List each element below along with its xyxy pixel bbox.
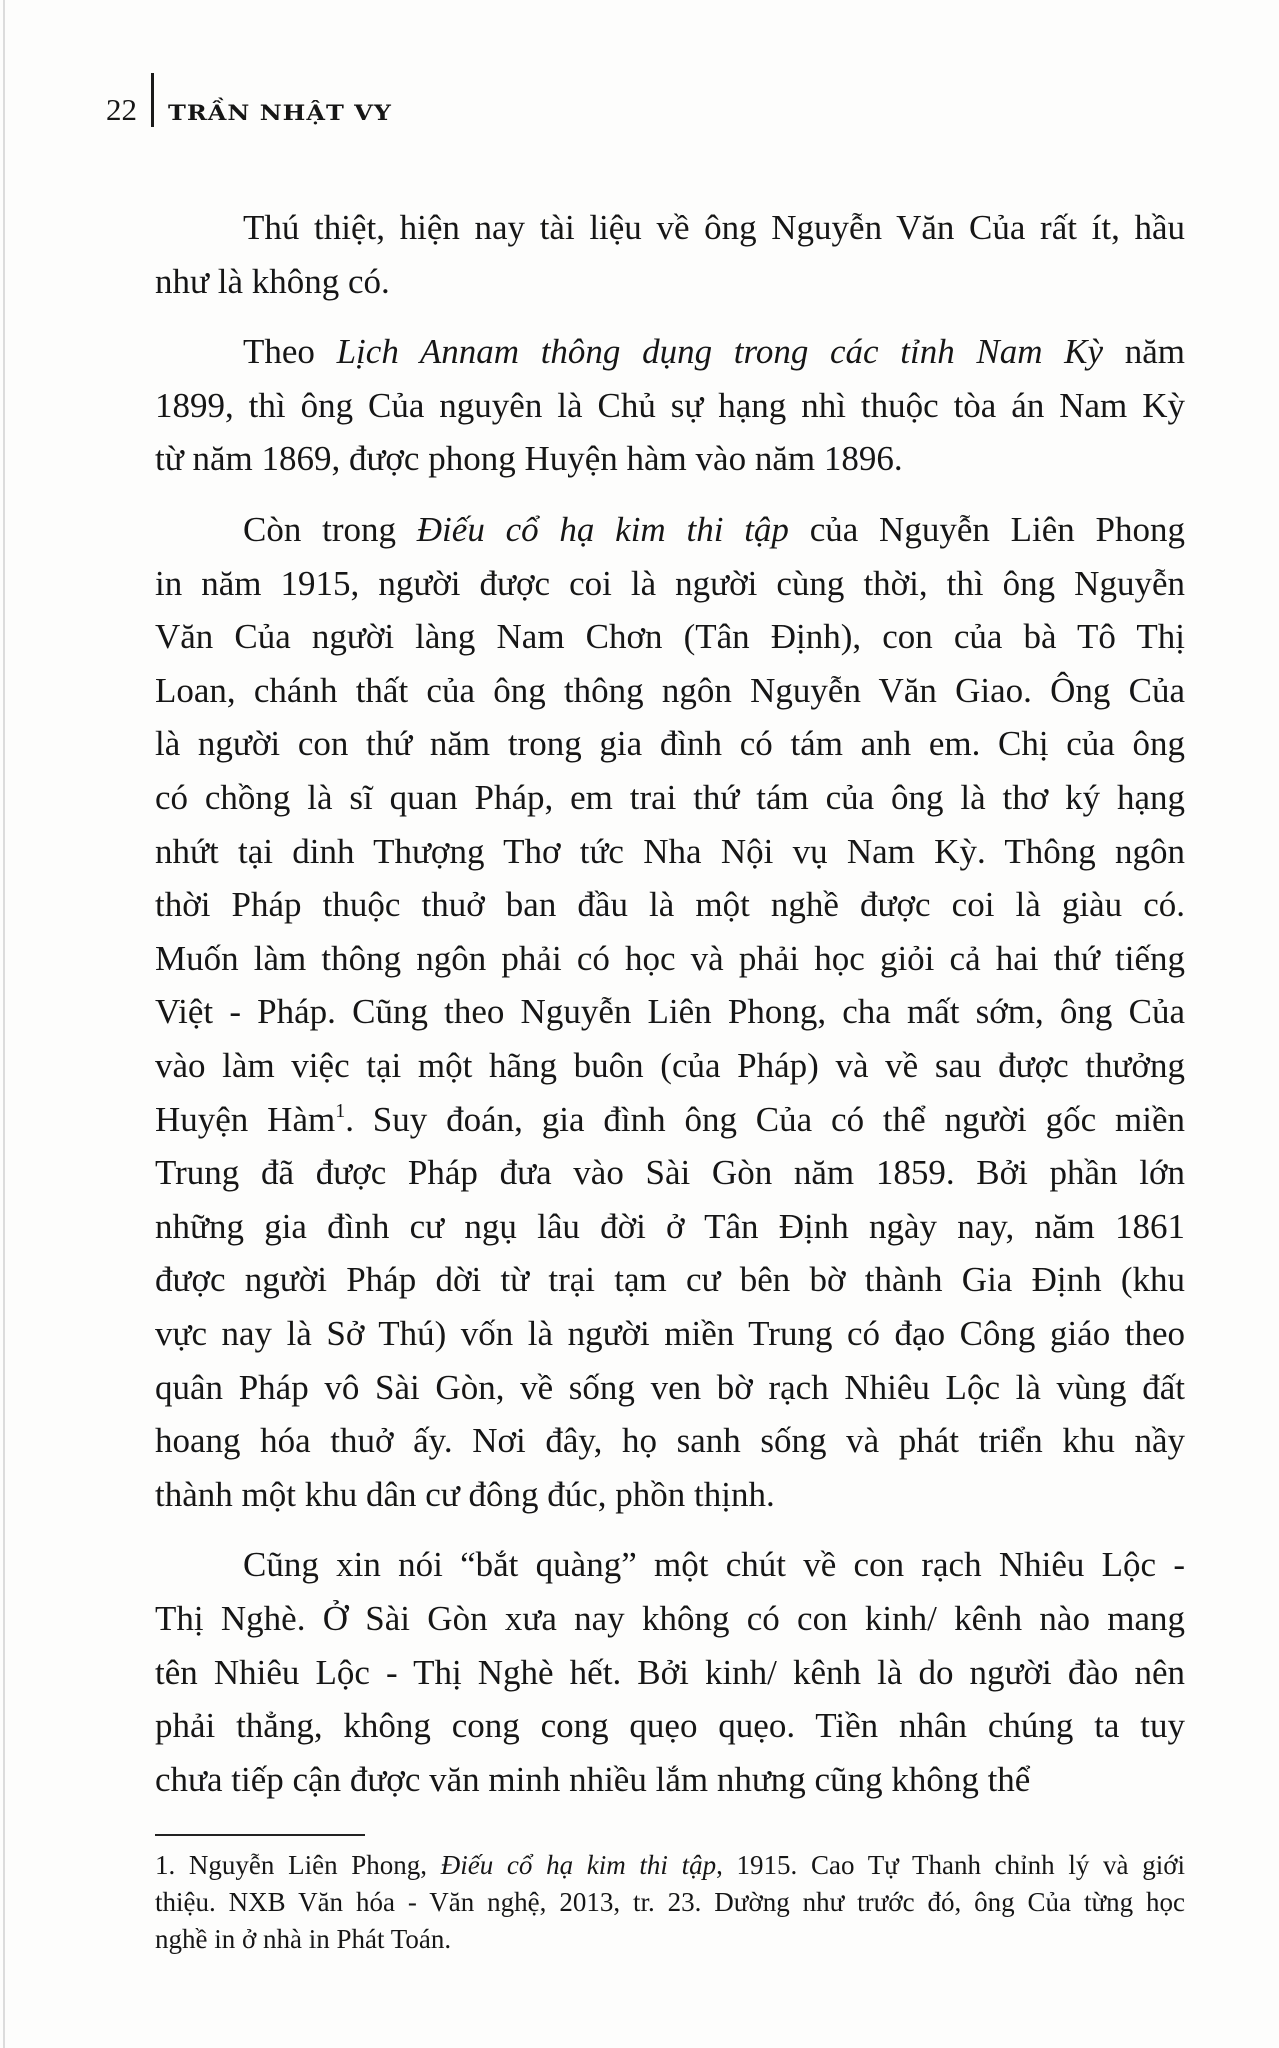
text-line: thành một khu dân cư đông đúc, phồn thịnh.: [155, 1474, 775, 1514]
text-line: thời Pháp thuộc thuở ban đầu là một nghề được coi là giàu có.: [155, 885, 1185, 925]
text-line: hoang hóa thuở ấy. Nơi đây, họ sanh sống và phát triển khu nầy: [155, 1421, 1185, 1461]
text-line: Còn trong Điếu cổ hạ kim thi tập của Nguyễn Liên Phong: [243, 510, 1185, 549]
text-line: Trung đã được Pháp đưa vào Sài Gòn năm 1859. Bởi phần lớn: [155, 1153, 1185, 1193]
text-line: tên Nhiêu Lộc - Thị Nghè hết. Bởi kinh/ kênh là do người đào nên: [155, 1652, 1185, 1692]
text-line: Thị Nghè. Ở Sài Gòn xưa nay không có con kinh/ kênh nào mang: [155, 1599, 1185, 1638]
text-line: vào làm việc tại một hãng buôn (của Pháp) và về sau được thưởng: [155, 1046, 1185, 1085]
text-line: quân Pháp vô Sài Gòn, về sống ven bờ rạch Nhiêu Lộc là vùng đất: [155, 1367, 1185, 1407]
text-line: in năm 1915, người được coi là người cùng thời, thì ông Nguyễn: [155, 563, 1185, 603]
footnote-separator: [155, 1834, 365, 1836]
text-line: Văn Của người làng Nam Chơn (Tân Định), con của bà Tô Thị: [155, 617, 1185, 657]
running-head: [106, 70, 506, 130]
text-line: chưa tiếp cận được văn minh nhiều lắm nhưng cũng không thể: [155, 1759, 1031, 1799]
text-line: được người Pháp dời từ trại tạm cư bên bờ thành Gia Định (khu: [155, 1260, 1185, 1300]
text-line: vực nay là Sở Thú) vốn là người miền Trung có đạo Công giáo theo: [155, 1314, 1185, 1353]
italic-title: Điếu cổ hạ kim thi tập: [440, 1850, 717, 1880]
footnote-line: thiệu. NXB Văn hóa - Văn nghệ, 2013, tr. 23. Dường như trước đó, ông Của từng học: [155, 1887, 1185, 1917]
footnote-ref: 1: [335, 1099, 346, 1122]
italic-title: Lịch Annam thông dụng trong các tỉnh Nam Kỳ: [336, 332, 1104, 372]
text-line: Thú thiệt, hiện nay tài liệu về ông Nguyễn Văn Của rất ít, hầu: [243, 208, 1185, 247]
header-divider: [151, 73, 154, 127]
text-line: Theo Lịch Annam thông dụng trong các tỉnh Nam Kỳ năm: [243, 332, 1185, 372]
italic-title: Điếu cổ hạ kim thi tập: [416, 510, 789, 549]
text-line: từ năm 1869, được phong Huyện hàm vào năm 1896.: [155, 439, 903, 479]
footnote-line: nghề in ở nhà in Phát Toán.: [155, 1924, 452, 1954]
text-line: Huyện Hàm$^1$. Suy đoán, gia đình ông Của có thể người gốc miền: [155, 1099, 1185, 1139]
text-line: những gia đình cư ngụ lâu đời ở Tân Định ngày nay, năm 1861: [155, 1206, 1185, 1246]
text-line: phải thẳng, không cong cong quẹo quẹo. Tiền nhân chúng ta tuy: [155, 1706, 1185, 1746]
text-line: Loan, chánh thất của ông thông ngôn Nguyễn Văn Giao. Ông Của: [155, 670, 1185, 710]
text-line: như là không có.: [155, 261, 390, 301]
text-line: 1899, thì ông Của nguyên là Chủ sự hạng nhì thuộc tòa án Nam Kỳ: [155, 385, 1185, 425]
footnote-line: 1. Nguyễn Liên Phong, Điếu cổ hạ kim thi tập, 1915. Cao Tự Thanh chỉnh lý và giới: [155, 1850, 1185, 1880]
text-line: Cũng xin nói “bắt quàng” một chút về con rạch Nhiêu Lộc -: [243, 1545, 1185, 1585]
text-line: Muốn làm thông ngôn phải có học và phải học giỏi cả hai thứ tiếng: [155, 938, 1185, 978]
page-number: 22: [106, 92, 137, 127]
text-line: là người con thứ năm trong gia đình có tám anh em. Chị của ông: [155, 724, 1185, 764]
page-edge: [3, 0, 5, 2048]
text-line: có chồng là sĩ quan Pháp, em trai thứ tám của ông là thơ ký hạng: [155, 778, 1185, 817]
author-name: TRẦN NHẬT VY: [168, 99, 392, 126]
text-line: Việt - Pháp. Cũng theo Nguyễn Liên Phong, cha mất sớm, ông Của: [155, 992, 1185, 1032]
text-line: nhứt tại dinh Thượng Thơ tức Nha Nội vụ Nam Kỳ. Thông ngôn: [155, 831, 1185, 871]
